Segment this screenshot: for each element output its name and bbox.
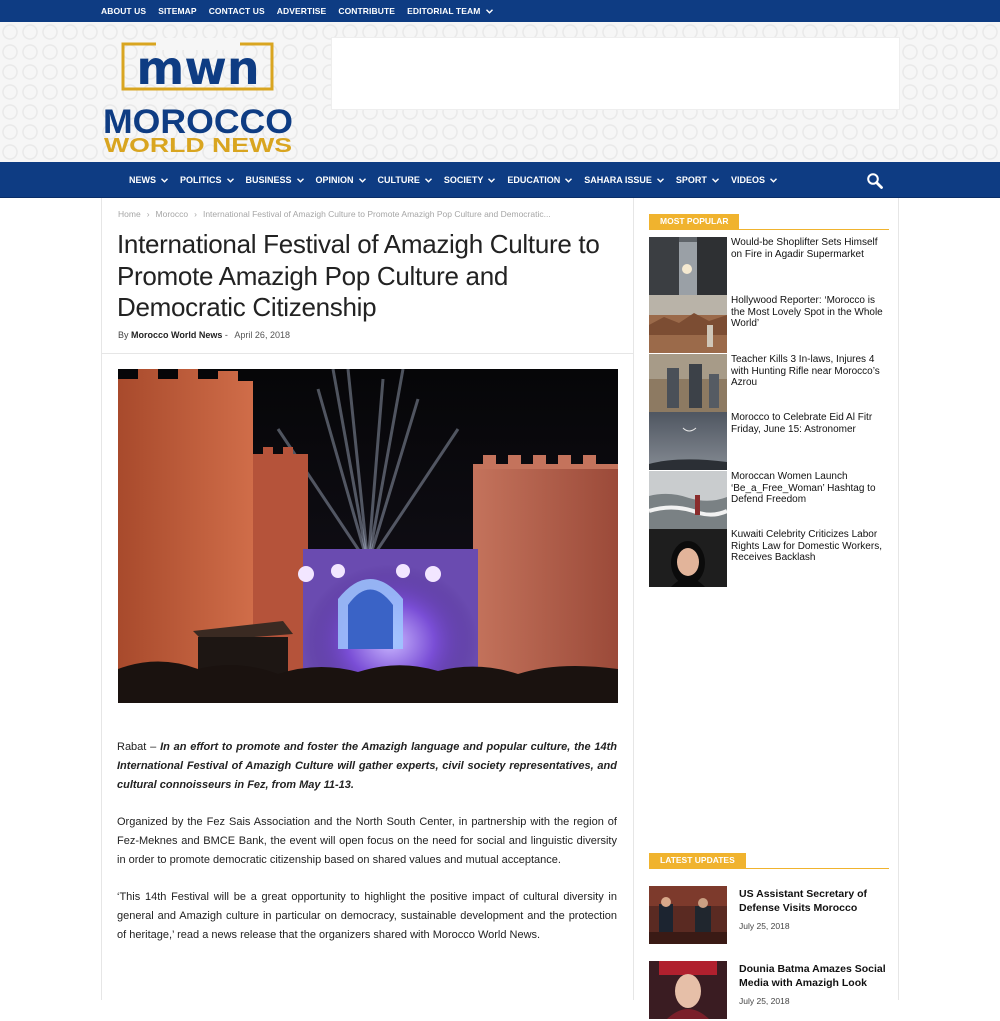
most-popular-title[interactable]: Teacher Kills 3 In-laws, Injures 4 with Hunting Rifle near Morocco’s Azrou bbox=[731, 354, 880, 389]
latest-update-item[interactable] bbox=[649, 886, 889, 946]
chevron-down-icon bbox=[359, 175, 366, 185]
site-header bbox=[0, 22, 1000, 162]
chevron-down-icon bbox=[425, 175, 432, 185]
nav-videos[interactable] bbox=[731, 175, 777, 185]
most-popular-thumb[interactable] bbox=[649, 295, 727, 353]
nav-politics-label: POLITICS bbox=[180, 175, 222, 185]
nav-sport[interactable] bbox=[676, 175, 719, 185]
article-paragraph-1 bbox=[117, 738, 617, 795]
nav-sport-label: SPORT bbox=[675, 175, 707, 185]
breadcrumb bbox=[118, 209, 551, 219]
byline-date: April 26, 2018 bbox=[234, 330, 290, 340]
nav-videos-label: VIDEOS bbox=[730, 175, 765, 185]
top-menu-editorial-team[interactable] bbox=[407, 6, 493, 16]
most-popular-title[interactable]: Moroccan Women Launch ‘Be_a_Free_Woman’ Hashtag to Defend Freedom bbox=[731, 471, 876, 506]
byline-author[interactable]: Morocco World News bbox=[131, 330, 223, 340]
main-nav bbox=[0, 162, 1000, 198]
nav-culture-label: CULTURE bbox=[377, 175, 420, 185]
most-popular-title[interactable]: Morocco to Celebrate Eid Al Fitr Friday, June 15: Astronomer bbox=[731, 412, 873, 435]
byline-dash: - bbox=[224, 330, 228, 340]
chevron-down-icon bbox=[712, 175, 719, 185]
nav-news[interactable] bbox=[129, 175, 168, 185]
breadcrumb-home[interactable]: Home bbox=[118, 209, 141, 219]
most-popular-item[interactable] bbox=[649, 237, 889, 295]
column-divider bbox=[633, 198, 634, 1000]
latest-update-title[interactable]: US Assistant Secretary of Defense Visits Morocco bbox=[739, 888, 867, 914]
byline-by: By bbox=[118, 330, 129, 340]
top-menu-contribute[interactable]: CONTRIBUTE bbox=[338, 6, 396, 16]
most-popular-title[interactable]: Would-be Shoplifter Sets Himself on Fire in Agadir Supermarket bbox=[731, 237, 878, 260]
search-icon[interactable] bbox=[866, 172, 884, 190]
latest-update-title[interactable]: Dounia Batma Amazes Social Media with Amazigh Look bbox=[739, 963, 886, 989]
breadcrumb-section[interactable]: Morocco bbox=[155, 209, 189, 219]
article-hero-image bbox=[118, 369, 618, 703]
title-divider bbox=[102, 353, 633, 354]
article-lead: In an effort to promote and foster the Amazigh language and popular culture, the 14th International Festival of Amazigh Culture will gather experts, civil society representatives, and cultural connoisseurs in Fez, from May 11-13. bbox=[117, 741, 618, 791]
main-nav-menu bbox=[129, 162, 789, 198]
nav-opinion[interactable] bbox=[316, 175, 366, 185]
most-popular-item[interactable] bbox=[649, 471, 889, 529]
latest-updates-label: LATEST UPDATES bbox=[649, 853, 746, 868]
most-popular-item[interactable] bbox=[649, 529, 889, 587]
chevron-down-icon bbox=[770, 175, 777, 185]
nav-education[interactable] bbox=[507, 175, 572, 185]
nav-business[interactable] bbox=[246, 175, 304, 185]
most-popular-item[interactable] bbox=[649, 412, 889, 470]
top-menu-advertise[interactable]: ADVERTISE bbox=[276, 6, 327, 16]
most-popular-thumb[interactable] bbox=[649, 354, 727, 412]
most-popular-title[interactable]: Hollywood Reporter: ‘Morocco is the Most Lovely Spot in the Whole World’ bbox=[731, 295, 883, 330]
header-ad-slot[interactable] bbox=[331, 37, 900, 110]
top-menu-about-us[interactable]: ABOUT US bbox=[101, 6, 147, 16]
top-menu-sitemap[interactable]: SITEMAP bbox=[158, 6, 197, 16]
most-popular-label: MOST POPULAR bbox=[649, 214, 739, 229]
chevron-down-icon bbox=[483, 7, 492, 16]
most-popular-rule bbox=[649, 229, 889, 230]
latest-update-thumb[interactable] bbox=[649, 961, 727, 1019]
site-logo[interactable] bbox=[101, 32, 296, 157]
latest-update-thumb[interactable] bbox=[649, 886, 727, 944]
latest-update-item[interactable] bbox=[649, 961, 889, 1021]
breadcrumb-separator: › bbox=[194, 209, 197, 219]
most-popular-item[interactable] bbox=[649, 354, 889, 412]
most-popular-title[interactable]: Kuwaiti Celebrity Criticizes Labor Rights Law for Domestic Workers, Receives Backlash bbox=[731, 529, 882, 564]
top-menu bbox=[101, 0, 505, 22]
nav-opinion-label: OPINION bbox=[315, 175, 354, 185]
chevron-down-icon bbox=[657, 175, 664, 185]
article-title: International Festival of Amazigh Culture to Promote Amazigh Pop Culture and Democratic Citizenship bbox=[117, 229, 600, 322]
chevron-down-icon bbox=[297, 175, 304, 185]
nav-sahara-issue[interactable] bbox=[584, 175, 664, 185]
nav-politics[interactable] bbox=[180, 175, 234, 185]
chevron-down-icon bbox=[161, 175, 168, 185]
nav-news-label: NEWS bbox=[129, 175, 156, 185]
chevron-down-icon bbox=[565, 175, 572, 185]
nav-business-label: BUSINESS bbox=[245, 175, 292, 185]
breadcrumb-separator: › bbox=[146, 209, 150, 219]
top-menu-contact-us[interactable]: CONTACT US bbox=[208, 6, 265, 16]
top-menu-editorial-team-label: EDITORIAL TEAM bbox=[407, 6, 481, 16]
nav-society-label: SOCIETY bbox=[443, 175, 484, 185]
article-paragraph-3: ‘This 14th Festival will be a great opportunity to highlight the positive impact of cultural diversity in general and Amazigh culture in particular on democracy, sustainable development and the protection of heritage,’ read a news release that the organizers shared with Morocco World News. bbox=[117, 891, 617, 941]
nav-culture[interactable] bbox=[378, 175, 432, 185]
latest-updates-rule bbox=[649, 868, 889, 869]
nav-education-label: EDUCATION bbox=[507, 175, 561, 185]
most-popular-thumb[interactable] bbox=[649, 412, 727, 470]
latest-update-date: July 25, 2018 bbox=[739, 921, 790, 931]
logo-mark: mwn bbox=[136, 41, 260, 95]
chevron-down-icon bbox=[227, 175, 234, 185]
breadcrumb-current: International Festival of Amazigh Culture to Promote Amazigh Pop Culture and Democratic... bbox=[202, 209, 551, 219]
most-popular-thumb[interactable] bbox=[649, 471, 727, 529]
chevron-down-icon bbox=[488, 175, 495, 185]
latest-update-date: July 25, 2018 bbox=[739, 996, 790, 1006]
most-popular-thumb[interactable] bbox=[649, 529, 727, 587]
top-bar bbox=[0, 0, 1000, 22]
logo-line1: MOROCCO bbox=[103, 103, 293, 141]
article-place: Rabat – bbox=[117, 741, 157, 753]
nav-sahara-issue-label: SAHARA ISSUE bbox=[584, 175, 652, 185]
nav-society[interactable] bbox=[444, 175, 496, 185]
most-popular-item[interactable] bbox=[649, 295, 889, 353]
logo-line2: WORLD NEWS bbox=[104, 135, 292, 157]
most-popular-thumb[interactable] bbox=[649, 237, 727, 295]
article-paragraph-2: Organized by the Fez Sais Association and the North South Center, in partnership with the region of Fez-Meknes and BMCE Bank, the event will open focus on the need for social and linguistic diversity in order to promote democratic citizenship based on shared values and mutual acceptance. bbox=[117, 816, 617, 866]
article-byline bbox=[118, 330, 290, 340]
